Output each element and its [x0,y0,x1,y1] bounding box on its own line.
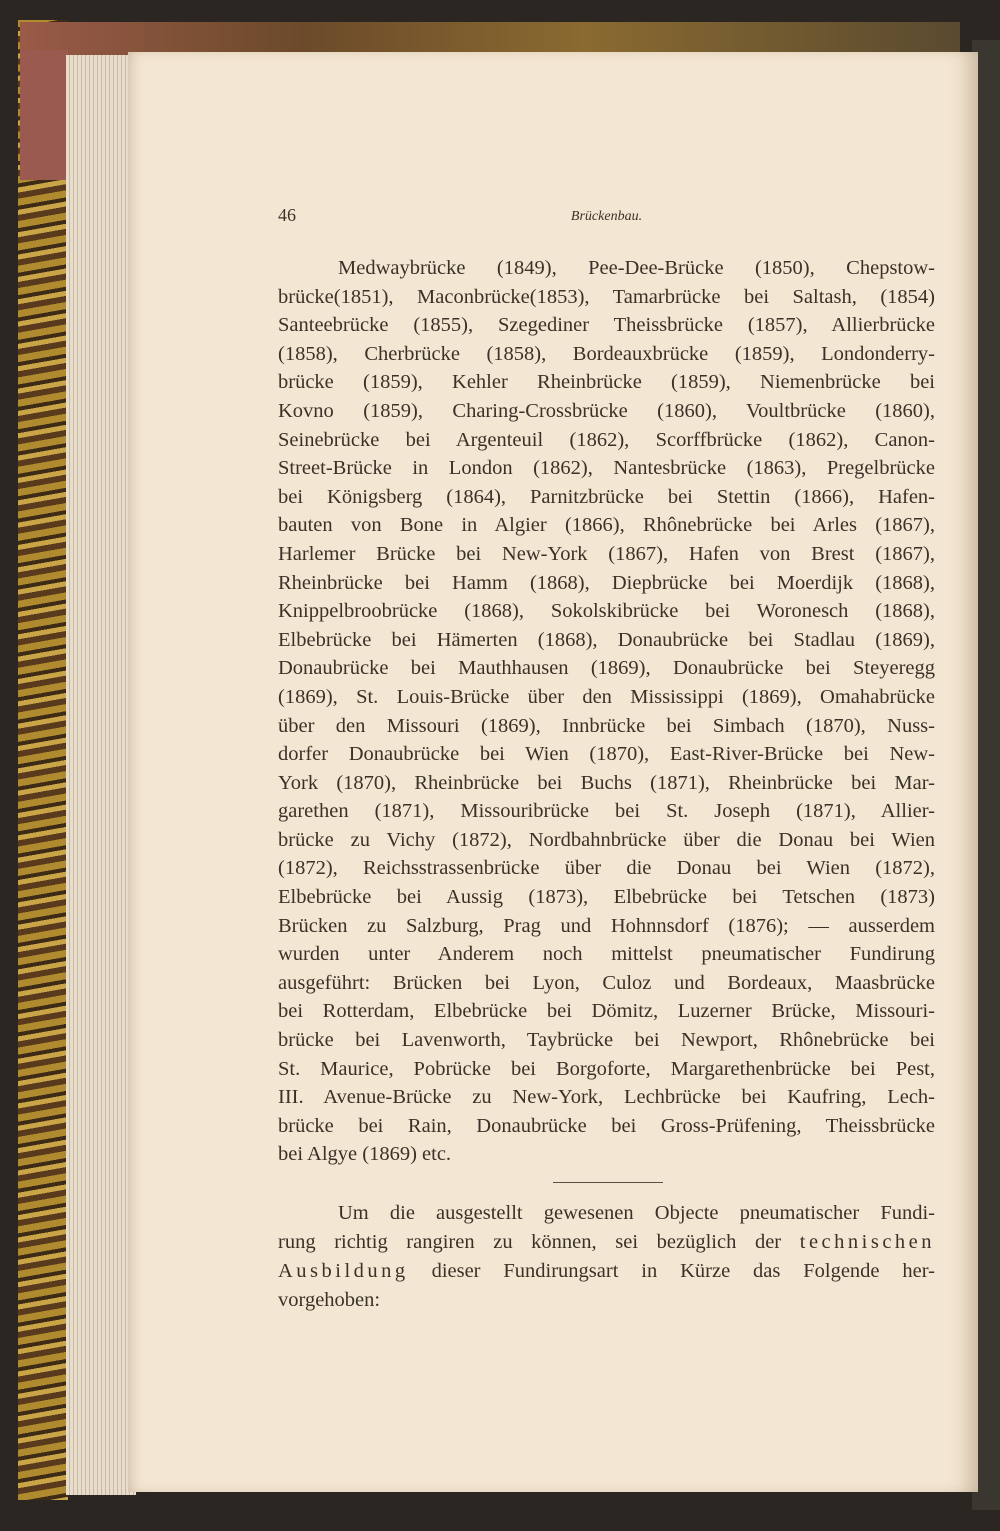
text-line: bauten von Bone in Algier (1866), Rhônebrücke bei Arles (1867), [278,514,935,537]
text-span: rung richtig rangiren zu können, sei bezüglich der [278,1231,782,1253]
text-line: Street-Brücke in London (1862), Nantesbrücke (1863), Pregelbrücke [278,457,935,480]
page-stack-edge [66,55,136,1495]
text-line: Harlemer Brücke bei New-York (1867), Hafen von Brest (1867), [278,542,935,565]
text-line: ausgeführt: Brücken bei Lyon, Culoz und Bordeaux, Maasbrücke [278,971,935,994]
text-line: brücke bei Rain, Donaubrücke bei Gross-Prüfening, Theissbrücke [278,1114,935,1137]
text-line: vorgehoben: [278,1289,381,1311]
text-line [278,1257,935,1286]
text-line: garethen (1871), Missouribrücke bei St. Joseph (1871), Allier- [278,800,935,823]
text-line: bei Rotterdam, Elbebrücke bei Dömitz, Luzerner Brücke, Missouri- [278,1000,935,1023]
text-line [278,1228,935,1257]
marbled-book-edge [18,20,68,1500]
text-line: Rheinbrücke bei Hamm (1868), Diepbrücke bei Moerdijk (1868), [278,571,935,594]
running-title: Brückenbau. [570,209,643,224]
text-line: dorfer Donaubrücke bei Wien (1870), East-River-Brücke bei New- [278,743,935,766]
page-number: 46 [278,205,296,225]
text-line: (1869), St. Louis-Brücke über den Mississippi (1869), Omahabrücke [278,685,935,708]
page-header [278,205,935,235]
text-line: Brücken zu Salzburg, Prag und Hohnnsdorf (1876); — ausserdem [278,914,935,937]
text-line: (1872), Reichsstrassenbrücke über die Donau bei Wien (1872), [278,857,935,880]
text-span: dieser Fundirungsart in Kürze das Folgende her- [431,1260,935,1282]
text-line: bei Königsberg (1864), Parnitzbrücke bei Stettin (1866), Hafen- [278,485,935,508]
text-line: bei Algye (1869) etc. [278,1143,452,1166]
paragraph-1 [278,254,935,1169]
text-line: brücke bei Lavenworth, Taybrücke bei Newport, Rhônebrücke bei [278,1029,935,1052]
text-line: St. Maurice, Pobrücke bei Borgoforte, Margarethenbrücke bei Pest, [278,1057,935,1080]
text-line: Donaubrücke bei Mauthhausen (1869), Donaubrücke bei Steyeregg [278,657,935,680]
text-line: brücke(1851), Maconbrücke(1853), Tamarbrücke bei Saltash, (1854) [278,285,935,308]
text-line: Elbebrücke bei Aussig (1873), Elbebrücke bei Tetschen (1873) [278,886,935,909]
text-line: brücke (1859), Kehler Rheinbrücke (1859), Niemenbrücke bei [278,371,935,394]
emphasized-word: Ausbildung [278,1260,409,1282]
text-line: Seinebrücke bei Argenteuil (1862), Scorffbrücke (1862), Canon- [278,428,935,451]
text-line: York (1870), Rheinbrücke bei Buchs (1871), Rheinbrücke bei Mar- [278,771,935,794]
text-line: III. Avenue-Brücke zu New-York, Lechbrücke bei Kaufring, Lech- [278,1086,935,1109]
text-line: brücke zu Vichy (1872), Nordbahnbrücke über die Donau bei Wien [278,828,935,851]
emphasized-word: technischen [799,1231,936,1253]
text-line: Um die ausgestellt gewesenen Objecte pneumatischer Fundi- [338,1202,935,1224]
text-line: Santeebrücke (1855), Szegediner Theissbrücke (1857), Allierbrücke [278,314,935,337]
text-line: wurden unter Anderem noch mittelst pneumatischer Fundirung [278,943,935,966]
paragraph-2 [278,1199,935,1315]
text-line: Knippelbroobrücke (1868), Sokolskibrücke bei Woronesch (1868), [278,600,935,623]
text-line: (1858), Cherbrücke (1858), Bordeauxbrücke (1859), Londonderry- [278,342,935,365]
section-divider [553,1182,663,1183]
text-line: über den Missouri (1869), Innbrücke bei Simbach (1870), Nuss- [278,714,935,737]
book-cover-corner [20,50,68,180]
text-line: Elbebrücke bei Hämerten (1868), Donaubrücke bei Stadlau (1869), [278,628,935,651]
text-line: Kovno (1859), Charing-Crossbrücke (1860), Voultbrücke (1860), [278,399,935,422]
text-line: Medwaybrücke (1849), Pee-Dee-Brücke (1850), Chepstow- [338,257,935,279]
